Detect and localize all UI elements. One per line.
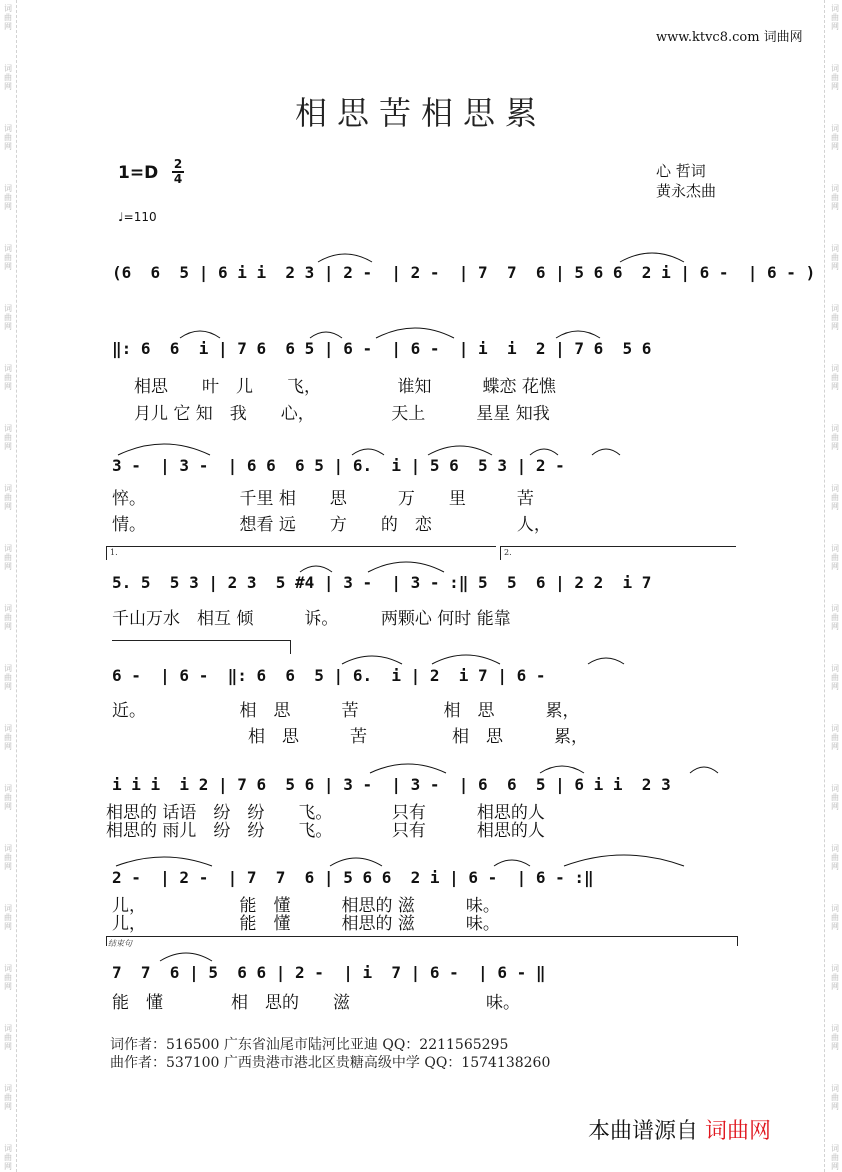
watermark-glyph: 词: [831, 1144, 839, 1153]
watermark-glyph: 网: [831, 262, 839, 271]
watermark-glyph: 网: [831, 1042, 839, 1051]
watermark-glyph: 曲: [4, 733, 12, 742]
watermark-glyph: 网: [4, 202, 12, 211]
slur-arc: [564, 855, 684, 866]
watermark-glyph: 网: [831, 1102, 839, 1111]
watermark-glyph: 词: [4, 904, 12, 913]
watermark-glyph: 曲: [4, 13, 12, 22]
watermark-glyph: 词: [4, 1084, 12, 1093]
watermark-glyph: 曲: [4, 133, 12, 142]
watermark-glyph: 曲: [831, 13, 839, 22]
watermark-glyph: 网: [4, 862, 12, 871]
source-prefix: 本曲谱源自: [588, 1119, 699, 1144]
watermark-glyph: 网: [4, 562, 12, 571]
slur-arc: [620, 253, 684, 262]
watermark-glyph: 词: [4, 964, 12, 973]
watermark-glyph: 曲: [831, 973, 839, 982]
watermark-glyph: 网: [4, 982, 12, 991]
slur-arc: [592, 449, 620, 455]
watermark-glyph: 曲: [831, 1033, 839, 1042]
watermark-glyph: 曲: [831, 313, 839, 322]
watermark-glyph: 网: [4, 1042, 12, 1051]
watermark-glyph: 词: [831, 64, 839, 73]
watermark-glyph: 词: [4, 1024, 12, 1033]
volta-2-label: 2.: [504, 548, 512, 557]
watermark-glyph: 词: [831, 784, 839, 793]
watermark-glyph: 网: [831, 82, 839, 91]
watermark-glyph: 词: [4, 64, 12, 73]
slur-arc: [556, 331, 600, 338]
watermark-glyph: 曲: [4, 793, 12, 802]
watermark-glyph: 词: [831, 904, 839, 913]
watermark-glyph: 词: [4, 724, 12, 733]
watermark-glyph: 词: [4, 844, 12, 853]
slur-arc: [160, 953, 212, 961]
watermark-glyph: 词: [4, 784, 12, 793]
lyric-row-1-verse-1: 相思 叶 儿 飞， 谁知 蝶恋 花憔: [134, 377, 556, 397]
slur-arc: [370, 764, 446, 773]
slur-arc: [310, 332, 342, 338]
watermark-glyph: 词: [831, 484, 839, 493]
staff-row-3: 5. 5 5 3 | 2 3 5 #4 | 3 - | 3 - :‖ 5 5 6 | 2 2 i 7: [112, 573, 652, 592]
watermark-glyph: 词: [4, 124, 12, 133]
lyric-row-2-verse-1: 悴。 千里 相 思 万 里 苦: [112, 489, 534, 509]
watermark-glyph: 网: [4, 262, 12, 271]
watermark-glyph: 网: [4, 382, 12, 391]
slur-arc: [530, 449, 558, 455]
slur-arc: [318, 254, 372, 262]
staff-row-6: 2 - | 2 - | 7 7 6 | 5 6 6 2 i | 6 - | 6 - :‖: [112, 868, 594, 887]
watermark-glyph: 词: [831, 964, 839, 973]
watermark-glyph: 曲: [831, 1093, 839, 1102]
watermark-glyph: 网: [831, 502, 839, 511]
slur-arc: [494, 860, 530, 866]
staff-row-2: 3 - | 3 - | 6 6 6 5 | 6. i | 5 6 5 3 | 2 -: [112, 456, 565, 475]
watermark-glyph: 曲: [831, 433, 839, 442]
lyric-row-2-verse-2: 情。 想看 远 方 的 恋 人，: [112, 515, 551, 535]
watermark-glyph: 网: [831, 922, 839, 931]
watermark-glyph: 网: [831, 1162, 839, 1171]
watermark-glyph: 网: [831, 382, 839, 391]
watermark-glyph: 网: [831, 442, 839, 451]
watermark-glyph: 曲: [831, 193, 839, 202]
slur-arc: [376, 328, 454, 338]
watermark-glyph: 词: [831, 184, 839, 193]
site-url[interactable]: www.ktvc8.com 词曲网: [656, 30, 803, 45]
watermark-glyph: 曲: [4, 613, 12, 622]
watermark-glyph: 曲: [4, 853, 12, 862]
watermark-glyph: 曲: [831, 253, 839, 262]
watermark-glyph: 网: [4, 322, 12, 331]
watermark-glyph: 网: [4, 742, 12, 751]
lyric-row-5-verse-1: 相思的 话语 纷 纷 飞。 只有 相思的人: [106, 803, 545, 823]
lyric-row-6-verse-2: 儿， 能 懂 相思的 滋 味。: [112, 914, 500, 934]
watermark-glyph: 词: [4, 364, 12, 373]
watermark-glyph: 曲: [4, 1153, 12, 1162]
watermark-glyph: 曲: [831, 913, 839, 922]
watermark-glyph: 词: [831, 4, 839, 13]
watermark-glyph: 网: [831, 862, 839, 871]
watermark-glyph: 网: [4, 142, 12, 151]
slur-arc: [342, 656, 402, 664]
watermark-glyph: 曲: [831, 853, 839, 862]
watermark-glyph: 曲: [4, 973, 12, 982]
watermark-glyph: 词: [831, 1024, 839, 1033]
watermark-glyph: 词: [831, 304, 839, 313]
volta-1-label: 1.: [110, 548, 118, 557]
lyric-row-3: 千山万水 相互 倾 诉。 两颗心 何时 能靠: [112, 609, 511, 629]
watermark-glyph: 曲: [4, 1093, 12, 1102]
slur-arc: [352, 449, 384, 455]
song-title: 相思苦相思累: [294, 94, 547, 132]
watermark-glyph: 曲: [831, 1153, 839, 1162]
slur-arc: [300, 566, 332, 572]
watermark-glyph: 词: [831, 364, 839, 373]
credits-lyricist-line: 词作者：516500 广东省汕尾市陆河比亚迪 QQ：2211565295: [110, 1037, 509, 1053]
watermark-glyph: 曲: [4, 73, 12, 82]
slur-arc: [118, 444, 210, 455]
slur-arc: [180, 331, 220, 338]
credits-composer-line: 曲作者：537100 广西贵港市港北区贵糖高级中学 QQ：1574138260: [110, 1055, 551, 1071]
lyric-row-4-verse-2: 相 思 苦 相 思 累，: [112, 727, 588, 747]
staff-row-coda: 7 7 6 | 5 6 6 | 2 - | i 7 | 6 - | 6 - ‖: [112, 963, 546, 982]
watermark-glyph: 网: [4, 622, 12, 631]
watermark-glyph: 词: [4, 1144, 12, 1153]
watermark-glyph: 曲: [831, 133, 839, 142]
watermark-glyph: 网: [4, 82, 12, 91]
watermark-glyph: 词: [4, 244, 12, 253]
slur-arc: [368, 562, 444, 572]
composer-credit: 黄永杰曲: [656, 182, 717, 200]
watermark-glyph: 曲: [4, 313, 12, 322]
watermark-glyph: 网: [4, 1102, 12, 1111]
watermark-glyph: 曲: [4, 373, 12, 382]
time-top: 2: [173, 157, 183, 171]
watermark-glyph: 词: [4, 184, 12, 193]
slur-arc: [540, 766, 584, 773]
lyric-row-5-verse-2: 相思的 雨儿 纷 纷 飞。 只有 相思的人: [106, 821, 545, 841]
watermark-glyph: 词: [831, 664, 839, 673]
slur-arc: [330, 858, 382, 866]
watermark-glyph: 词: [831, 544, 839, 553]
slur-arc: [690, 767, 718, 773]
staff-row-intro: (6 6 5 | 6 i i 2 3 | 2 - | 2 - | 7 7 6 | 5 6 6 2 i | 6 - | 6 - ): [112, 263, 816, 282]
watermark-glyph: 词: [4, 604, 12, 613]
watermark-glyph: 曲: [4, 433, 12, 442]
watermark-glyph: 曲: [4, 673, 12, 682]
watermark-glyph: 曲: [4, 913, 12, 922]
watermark-glyph: 词: [4, 424, 12, 433]
watermark-glyph: 曲: [831, 793, 839, 802]
watermark-glyph: 网: [831, 682, 839, 691]
slur-arc: [432, 655, 500, 664]
time-bottom: 4: [173, 172, 183, 186]
watermark-glyph: 曲: [4, 193, 12, 202]
lyric-row-6-verse-1: 儿， 能 懂 相思的 滋 味。: [112, 896, 500, 916]
watermark-glyph: 网: [4, 922, 12, 931]
watermark-glyph: 网: [831, 562, 839, 571]
watermark-glyph: 曲: [4, 253, 12, 262]
watermark-glyph: 词: [831, 124, 839, 133]
watermark-glyph: 网: [4, 502, 12, 511]
watermark-glyph: 曲: [831, 613, 839, 622]
lyric-row-1-verse-2: 月儿 它 知 我 心， 天上 星星 知我: [134, 404, 550, 424]
watermark-glyph: 词: [831, 244, 839, 253]
source-brand-link[interactable]: 词曲网: [705, 1119, 772, 1144]
watermark-glyph: 词: [831, 844, 839, 853]
watermark-glyph: 词: [831, 604, 839, 613]
watermark-glyph: 曲: [831, 553, 839, 562]
watermark-glyph: 曲: [4, 1033, 12, 1042]
watermark-glyph: 网: [4, 442, 12, 451]
watermark-glyph: 网: [831, 202, 839, 211]
staff-row-1: ‖: 6 6 i | 7 6 6 5 | 6 - | 6 - | i i 2 | 7 6 5 6: [112, 339, 652, 358]
watermark-glyph: 网: [4, 1162, 12, 1171]
slur-arc: [428, 446, 492, 455]
tempo-marking: ♩=110: [118, 210, 157, 224]
watermark-glyph: 词: [831, 724, 839, 733]
watermark-glyph: 网: [831, 322, 839, 331]
watermark-glyph: 词: [4, 544, 12, 553]
watermark-glyph: 网: [831, 142, 839, 151]
watermark-glyph: 曲: [831, 73, 839, 82]
slur-arc: [116, 857, 212, 866]
lyric-row-4-verse-1: 近。 相 思 苦 相 思 累，: [112, 701, 580, 721]
lyricist-credit: 心 哲词: [656, 162, 706, 180]
watermark-glyph: 网: [831, 22, 839, 31]
watermark-glyph: 曲: [831, 733, 839, 742]
watermark-glyph: 网: [831, 622, 839, 631]
coda-label: 结束句: [108, 939, 132, 948]
source-attribution: [588, 1114, 771, 1145]
watermark-glyph: 曲: [4, 553, 12, 562]
watermark-glyph: 词: [4, 4, 12, 13]
watermark-glyph: 词: [4, 304, 12, 313]
watermark-glyph: 网: [831, 982, 839, 991]
watermark-glyph: 词: [831, 1084, 839, 1093]
watermark-glyph: 网: [4, 22, 12, 31]
staff-row-4: 6 - | 6 - ‖: 6 6 5 | 6. i | 2 i 7 | 6 -: [112, 666, 546, 685]
slur-arc: [588, 658, 624, 664]
lyric-row-coda: 能 懂 相 思的 滋 味。: [112, 993, 520, 1013]
watermark-glyph: 网: [831, 802, 839, 811]
watermark-glyph: 曲: [831, 673, 839, 682]
watermark-glyph: 词: [4, 664, 12, 673]
key-signature: 1=D: [118, 163, 159, 183]
watermark-glyph: 曲: [4, 493, 12, 502]
watermark-glyph: 词: [4, 484, 12, 493]
watermark-glyph: 网: [4, 682, 12, 691]
watermark-glyph: 曲: [831, 493, 839, 502]
watermark-glyph: 曲: [831, 373, 839, 382]
watermark-glyph: 词: [831, 424, 839, 433]
watermark-glyph: 网: [831, 742, 839, 751]
watermark-glyph: 网: [4, 802, 12, 811]
staff-row-5: i i i i 2 | 7 6 5 6 | 3 - | 3 - | 6 6 5 | 6 i i 2 3: [112, 775, 671, 794]
